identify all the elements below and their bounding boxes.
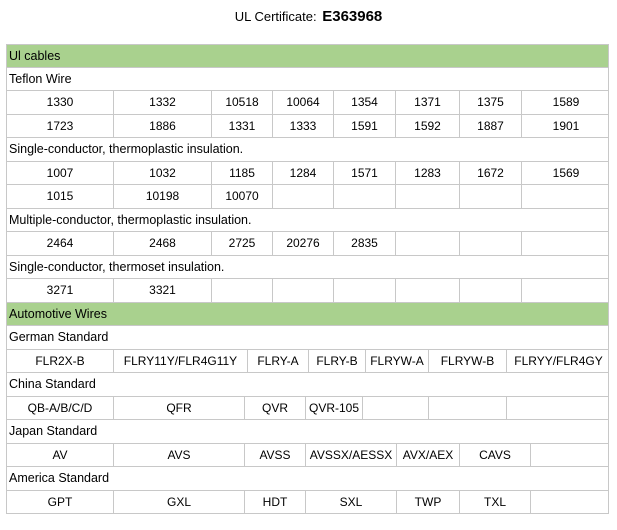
- table-cell: 1333: [272, 115, 333, 138]
- table-cell: 1185: [211, 162, 272, 185]
- table-row: [6, 115, 609, 139]
- section-header-row: [6, 303, 609, 327]
- table-cell: 1354: [333, 91, 395, 114]
- table-cell: 1032: [113, 162, 211, 185]
- table-cell: 2835: [333, 232, 395, 255]
- table-cell: FLRYW-B: [428, 350, 506, 373]
- subsection-row: [6, 373, 609, 397]
- table-cell: 1901: [521, 115, 610, 138]
- table-cell: 2468: [113, 232, 211, 255]
- table-cell: QVR-105: [305, 397, 362, 420]
- table-cell: 1571: [333, 162, 395, 185]
- table-row: [6, 491, 609, 515]
- table-cell: SXL: [305, 491, 396, 514]
- table-cell: 1331: [211, 115, 272, 138]
- table-cell: [521, 185, 610, 208]
- table-cell: 1886: [113, 115, 211, 138]
- table-cell: [333, 185, 395, 208]
- subsection-row: [6, 256, 609, 280]
- section-header-row: [6, 44, 609, 68]
- table-cell: TWP: [396, 491, 459, 514]
- subsection-title: China Standard: [9, 377, 96, 391]
- table-cell: FLRY-B: [308, 350, 365, 373]
- subsection-title: Japan Standard: [9, 424, 98, 438]
- subsection-title: Teflon Wire: [9, 71, 72, 86]
- table-cell: 1332: [113, 91, 211, 114]
- table-cell: 10198: [113, 185, 211, 208]
- table-cell: [395, 232, 459, 255]
- table-cell: 3321: [113, 279, 211, 302]
- table-cell: [459, 185, 521, 208]
- table-cell: TXL: [459, 491, 530, 514]
- subsection-title: Single-conductor, thermoplastic insulation.: [9, 142, 244, 156]
- table-cell: CAVS: [459, 444, 530, 467]
- section-title: Automotive Wires: [9, 306, 107, 321]
- table-cell: AV: [52, 447, 68, 462]
- table-cell: 10064: [272, 91, 333, 114]
- subsection-row: [6, 68, 609, 92]
- table-cell: 1007: [46, 165, 74, 180]
- table-row: [6, 397, 609, 421]
- certificate-line: [0, 6, 617, 28]
- table-cell: AVSSX/AESSX: [305, 444, 396, 467]
- table-row: [6, 279, 609, 303]
- table-cell: 2464: [46, 236, 74, 250]
- table-cell: [395, 279, 459, 302]
- table-row: [6, 91, 609, 115]
- table-cell: AVSS: [244, 444, 305, 467]
- table-cell: FLRYW-A: [365, 350, 428, 373]
- table-cell: [459, 232, 521, 255]
- certificate-label: UL Certificate:: [234, 9, 317, 24]
- table-cell: 3271: [46, 283, 74, 297]
- table-cell: 1569: [521, 162, 610, 185]
- table-cell: 1591: [333, 115, 395, 138]
- table-cell: [333, 279, 395, 302]
- subsection-row: [6, 138, 609, 162]
- table-cell: FLRYY/FLR4GY: [506, 350, 610, 373]
- certificate-number: E363968: [322, 8, 383, 25]
- table-cell: [521, 232, 610, 255]
- table-cell: 1330: [46, 95, 74, 109]
- table-cell: GXL: [113, 491, 244, 514]
- table-cell: [395, 185, 459, 208]
- table-cell: 1589: [521, 91, 610, 114]
- table-cell: 10070: [211, 185, 272, 208]
- table-cell: FLRY-A: [247, 350, 308, 373]
- table-row: [6, 162, 609, 186]
- cable-table: [6, 44, 609, 514]
- section-title: Ul cables: [9, 49, 61, 63]
- table-cell: [506, 397, 610, 420]
- table-cell: 1284: [272, 162, 333, 185]
- table-row: [6, 185, 609, 209]
- subsection-row: [6, 326, 609, 350]
- table-cell: FLRY11Y/FLR4G11Y: [113, 350, 247, 373]
- table-cell: QFR: [113, 397, 244, 420]
- table-cell: 1015: [46, 189, 74, 203]
- table-row: [6, 232, 609, 256]
- subsection-title: Single-conductor, thermoset insulation.: [9, 259, 225, 274]
- table-cell: AVX/AEX: [396, 444, 459, 467]
- subsection-title: Multiple-conductor, thermoplastic insulation.: [9, 212, 252, 227]
- table-cell: 10518: [211, 91, 272, 114]
- table-cell: [428, 397, 506, 420]
- table-cell: AVS: [113, 444, 244, 467]
- table-row: [6, 444, 609, 468]
- table-cell: 1887: [459, 115, 521, 138]
- subsection-row: [6, 467, 609, 491]
- table-cell: 1592: [395, 115, 459, 138]
- table-cell: 2725: [211, 232, 272, 255]
- subsection-title: America Standard: [9, 471, 110, 485]
- table-cell: 1371: [395, 91, 459, 114]
- table-cell: FLR2X-B: [35, 353, 85, 368]
- table-cell: [521, 279, 610, 302]
- subsection-row: [6, 209, 609, 233]
- table-cell: QVR: [244, 397, 305, 420]
- table-cell: QB-A/B/C/D: [27, 400, 93, 415]
- table-cell: [362, 397, 428, 420]
- subsection-title: German Standard: [9, 330, 109, 344]
- table-cell: [530, 444, 610, 467]
- subsection-row: [6, 420, 609, 444]
- table-cell: [459, 279, 521, 302]
- table-cell: GPT: [47, 494, 73, 509]
- table-cell: [530, 491, 610, 514]
- table-cell: 1283: [395, 162, 459, 185]
- table-row: [6, 350, 609, 374]
- table-cell: 1375: [459, 91, 521, 114]
- table-cell: [272, 279, 333, 302]
- table-cell: 1672: [459, 162, 521, 185]
- table-cell: [211, 279, 272, 302]
- table-cell: 20276: [272, 232, 333, 255]
- table-cell: [272, 185, 333, 208]
- table-cell: HDT: [244, 491, 305, 514]
- table-cell: 1723: [46, 118, 74, 133]
